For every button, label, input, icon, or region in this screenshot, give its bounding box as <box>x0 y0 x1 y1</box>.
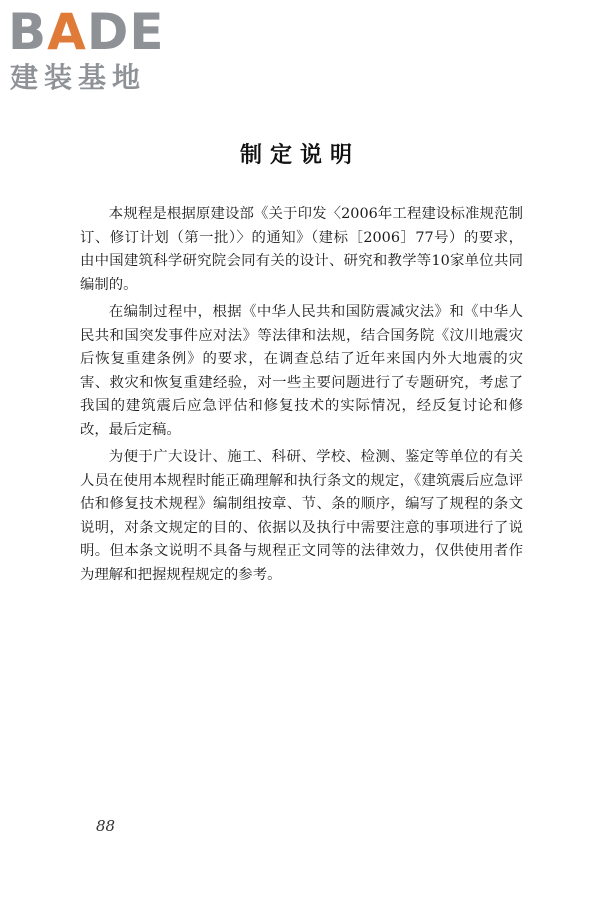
page-title: 制定说明 <box>239 143 360 168</box>
logo-letter-b: B <box>8 3 48 61</box>
page-number: 88 <box>96 817 116 835</box>
logo-letter-a-accent: A <box>47 3 87 61</box>
bade-logo <box>8 4 178 96</box>
body-text <box>80 203 523 591</box>
paragraph-1: 本规程是根据原建设部《关于印发〈2006年工程建设标准规范制订、修订计划（第一批）〉的通知》（建标［2006］77号）的要求，由中国建筑科学研究院会同有关的设计、研究和教学等10家单位共同编制的。 <box>80 206 523 293</box>
logo-wordmark <box>8 4 165 60</box>
paragraph-3: 为便于广大设计、施工、科研、学校、检测、鉴定等单位的有关人员在使用本规程时能正确理解和执行条文的规定，《建筑震后应急评估和修复技术规程》编制组按章、节、条的顺序，编写了规程的条文说明，对条文规定的目的、依据以及执行中需要注意的事项进行了说明。但本条文说明不具备与规程正文同等的法律效力，仅供使用者作为理解和把握规程规定的参考。 <box>80 449 523 583</box>
logo-subtitle: 建装基地 <box>10 61 147 94</box>
logo-letters-de: DE <box>86 3 165 61</box>
paragraph-2: 在编制过程中，根据《中华人民共和国防震减灾法》和《中华人民共和国突发事件应对法》等法律和法规，结合国务院《汶川地震灾后恢复重建条例》的要求，在调查总结了近年来国内外大地震的灾害、救灾和恢复重建经验，对一些主要问题进行了专题研究，考虑了我国的建筑震后应急评估和修复技术的实际情况，经反复讨论和修改，最后定稿。 <box>80 304 523 438</box>
